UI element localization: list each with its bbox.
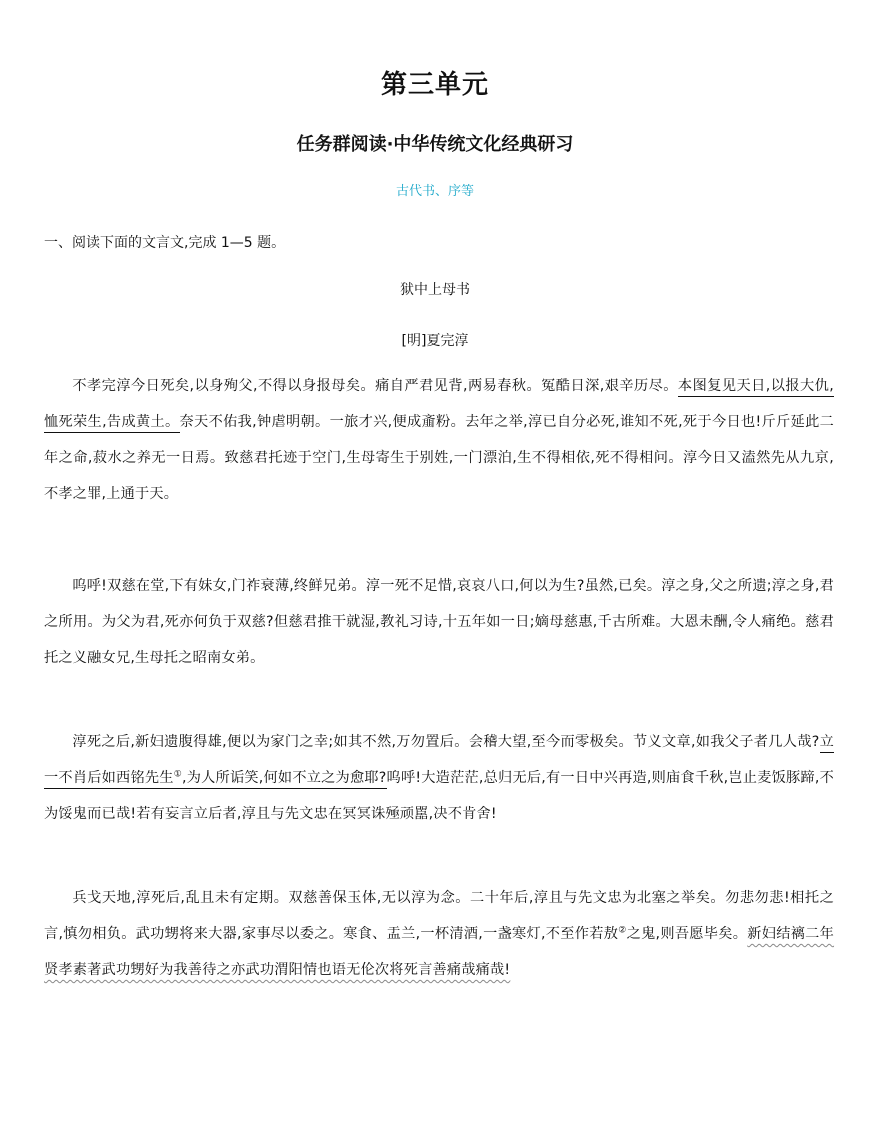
passage-author: [明]夏完淳 — [401, 333, 469, 349]
unit-title: 第三单元 — [380, 70, 489, 100]
underlined-sentence-2-part-b: ,为人所诟笑,何如不立之为愈耶? — [181, 770, 387, 786]
paragraph-4-text-a: 兵戈天地,淳死后,乱且未有定期。双慈善保玉体,无以淳为念。二十年后,淳且与先文忠为北塞之举矣。勿悲勿悲!相托之言,慎勿相负。武功甥将来大器,家事尽以委之。寒食、盂兰,一杯清酒,一盏寒灯,不至作若敖 — [44, 890, 834, 942]
genre-tag: 古代书、序等 — [395, 184, 474, 199]
paragraph-3-text-a: 淳死之后,新妇遗腹得雄,便以为家门之幸;如其不然,万勿置后。会稽大望,至今而零极矣。节义文章,如我父子者几人哉? — [72, 734, 820, 750]
paragraph-1 — [44, 368, 834, 512]
question-instruction: 一、阅读下面的文言文,完成 1—5 题。 — [44, 235, 286, 251]
paragraph-1-text-a: 不孝完淳今日死矣,以身殉父,不得以身报母矣。痛自严君见背,两易春秋。冤酷日深,艰辛历尽。 — [72, 378, 678, 394]
unpunctuated-wavy-sentence: 新妇结褵二年贤孝素著武功甥好为我善待之亦武功渭阳情也语无伦次将死言善痛哉痛哉! — [44, 926, 835, 978]
passage-title: 狱中上母书 — [400, 282, 470, 298]
paragraph-4 — [44, 880, 834, 988]
underlined-sentence-1: 本图复见天日,以报大仇,恤死荣生,告成黄土。 — [44, 378, 834, 433]
paragraph-3-text-b: 呜呼!大造茫茫,总归无后,有一日中兴再造,则庙食千秋,岂止麦饭豚蹄,不为馁鬼而已哉!若有妄言立后者,淳且与先文忠在冥冥诛殛顽嚚,决不肯舍! — [44, 770, 834, 822]
footnote-marker-1: ① — [173, 769, 182, 780]
paragraph-1-text-b: 奈天不佑我,钟虐明朝。一旅才兴,便成齑粉。去年之举,淳已自分必死,谁知不死,死于今日也!斤斤延此二年之命,菽水之养无一日焉。致慈君托迹于空门,生母寄生于别姓,一门漂泊,生不得相依,死不得相问。淳今日又溘然先从九京,不孝之罪,上通于天。 — [44, 414, 834, 502]
paragraph-3 — [44, 724, 834, 832]
paragraph-2: 呜呼!双慈在堂,下有妹女,门祚衰薄,终鲜兄弟。淳一死不足惜,哀哀八口,何以为生?虽然,已矣。淳之身,父之所遗;淳之身,君之所用。为父为君,死亦何负于双慈?但慈君推干就湿,教礼习诗,十五年如一日;嫡母慈惠,千古所难。大恩未酬,令人痛绝。慈君托之义融女兄,生母托之昭南女弟。 — [44, 578, 834, 666]
footnote-marker-2: ② — [618, 925, 627, 936]
underlined-sentence-2-part-a: 立一不肖后如西铭先生 — [44, 734, 834, 786]
section-subtitle: 任务群阅读·中华传统文化经典研习 — [296, 134, 574, 155]
paragraph-4-text-b: 之鬼,则吾愿毕矣。 — [626, 926, 748, 942]
